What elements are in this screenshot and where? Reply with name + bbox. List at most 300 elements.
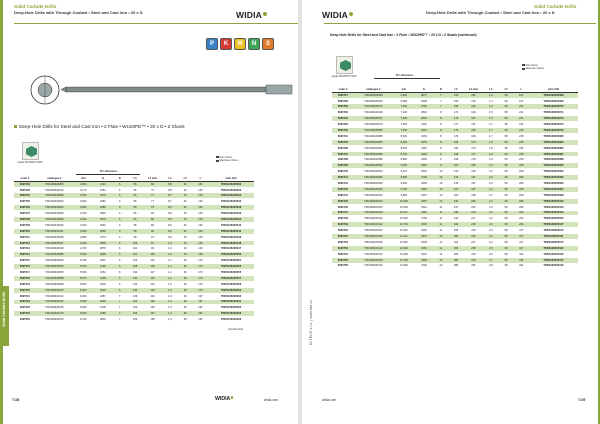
table-cell: 66 <box>178 264 193 270</box>
footer-logo: WIDIA <box>215 396 233 402</box>
table-cell: TDD106Z20076 <box>36 317 73 323</box>
table-cell: 13 <box>433 257 448 263</box>
table-cell: 68 <box>498 122 513 128</box>
table-cell: TDD106Z20040 <box>36 222 73 228</box>
column-header: D <box>433 87 448 92</box>
table-cell: 68 <box>498 245 513 251</box>
table-cell: 1,4 <box>162 311 177 317</box>
table-cell: 2816 <box>94 317 113 323</box>
table-cell: TDD106Z20170 <box>36 311 73 317</box>
table-cell: 128 <box>127 264 142 270</box>
table-cell: TDD106Z20103 <box>354 198 393 204</box>
table-cell: TDDS106Z20098 <box>529 192 578 198</box>
table-cell: 242 <box>448 222 463 228</box>
table-cell: 150 <box>127 299 142 305</box>
table-cell: 4,763 <box>73 246 94 252</box>
table-cell: 68 <box>498 163 513 169</box>
table-cell: 6095714 <box>14 252 36 258</box>
table-cell: 179 <box>448 128 463 134</box>
column-header: L2 <box>498 87 513 92</box>
table-cell: 60 <box>143 181 163 187</box>
table-cell: TDD106Z20108 <box>354 210 393 216</box>
table-cell: TDD106Z20084 <box>354 145 393 151</box>
table-cell: 58 <box>127 234 142 240</box>
table-cell: 1,4 <box>483 92 498 98</box>
table-cell: 1,0 <box>162 240 177 246</box>
table-cell: 149 <box>193 240 208 246</box>
table-cell: 6,000 <box>73 287 94 293</box>
table-cell: 7 <box>433 98 448 104</box>
page-number: T108 <box>12 398 20 402</box>
alternate-choice-swatch-icon <box>522 68 525 70</box>
table-cell: 1,8 <box>483 151 498 157</box>
header-rule <box>14 23 298 24</box>
table-cell: 77 <box>143 199 163 205</box>
legend-first-choice: first choice <box>522 64 544 67</box>
table-cell: 140 <box>464 98 484 104</box>
table-cell: TDD106Z20089 <box>36 193 73 199</box>
table-cell: 11,500 <box>393 239 415 245</box>
table-cell: 68 <box>498 98 513 104</box>
table-cell: 10,500 <box>393 216 415 222</box>
table-cell: 125 <box>193 211 208 217</box>
table-cell: 3200 <box>94 287 113 293</box>
table-cell: 173 <box>193 275 208 281</box>
table-cell: 68 <box>498 157 513 163</box>
table-cell: TDD106Z20068 <box>354 92 393 98</box>
table-cell: 86 <box>143 222 163 228</box>
table-cell: 2800 <box>94 240 113 246</box>
table-cell: 11 <box>433 210 448 216</box>
table-cell: 12,700 <box>393 257 415 263</box>
table-cell: TDD106Z20075 <box>354 122 393 128</box>
table-cell: 190 <box>464 169 484 175</box>
table-cell: 7 <box>112 311 127 317</box>
table-cell: TDDS106Z20093 <box>529 169 578 175</box>
table-cell: 1,5 <box>483 116 498 122</box>
header-subtitle-right: Deep-Hole Drills with Through Coolant • Steel and Cast Iron • 20 x D <box>426 10 555 15</box>
table-cell: 5,156 <box>73 258 94 264</box>
table-cell: TDD106Z20115 <box>354 234 393 240</box>
table-cell: 110 <box>127 246 142 252</box>
table-cell: 216 <box>448 175 463 181</box>
table-cell: 217 <box>464 216 484 222</box>
table-cell: 220 <box>448 186 463 192</box>
table-cell: TDDS106Z20062 <box>208 293 254 299</box>
table-cell: 6095745 <box>332 198 354 204</box>
table-cell: 97 <box>143 234 163 240</box>
table-cell: 68 <box>498 151 513 157</box>
table-cell: 6095737 <box>332 151 354 157</box>
table-cell: TDDS106Z20047 <box>208 246 254 252</box>
table-cell: 8,700 <box>393 151 415 157</box>
table-cell: TDDS106Z20045 <box>208 228 254 234</box>
table-cell: 218 <box>464 222 484 228</box>
table-cell: 2783 <box>94 311 113 317</box>
table-cell: 2,5 <box>483 245 498 251</box>
table-cell: 1,5 <box>483 110 498 116</box>
table-cell: 6,200 <box>73 293 94 299</box>
table-cell: 119 <box>143 281 163 287</box>
table-row <box>14 317 254 323</box>
table-cell: 6,900 <box>393 98 415 104</box>
section-square-icon <box>14 125 17 128</box>
table-cell: 119 <box>143 275 163 281</box>
table-cell: TDDS106Z20042 <box>208 222 254 228</box>
table-cell: TDD106Z20140 <box>354 110 393 116</box>
alternate-choice-swatch-icon <box>216 160 219 162</box>
first-choice-swatch-icon <box>216 156 219 158</box>
table-cell: TDDS106Z20079 <box>529 128 578 134</box>
table-cell: 3750 <box>415 216 434 222</box>
table-cell: 7,500 <box>393 122 415 128</box>
table-cell: 66 <box>127 217 142 223</box>
table-cell: 3393 <box>415 257 434 263</box>
table-cell: TDDS106Z20055 <box>208 270 254 276</box>
table-cell: 3491 <box>415 163 434 169</box>
table-cell: 173 <box>193 281 208 287</box>
table-cell: 6095743 <box>332 186 354 192</box>
material-icon-n: N <box>248 38 260 50</box>
table-cell: 7,000 <box>393 104 415 110</box>
table-cell: 3700 <box>415 175 434 181</box>
table-cell: TDD106Z20102 <box>36 293 73 299</box>
table-cell: 174 <box>464 139 484 145</box>
column-header: mm <box>73 176 94 181</box>
table-cell: 6095706 <box>14 205 36 211</box>
table-cell: 58 <box>127 228 142 234</box>
table-cell: 68 <box>498 186 513 192</box>
table-cell: 62 <box>178 222 193 228</box>
table-cell: 10,317 <box>393 210 415 216</box>
table-cell: TDDS106Z20032 <box>208 187 254 193</box>
table-cell: 6095708 <box>14 217 36 223</box>
table-cell: 6095702 <box>14 181 36 187</box>
header-title: Solid Carbide Drills <box>14 4 57 9</box>
table-cell: TDDS106Z20068 <box>529 92 578 98</box>
table-cell: TDDS106Z20075 <box>529 122 578 128</box>
table-cell: 137 <box>143 311 163 317</box>
table-cell: 6095705 <box>14 199 36 205</box>
drill-table-right <box>332 87 578 269</box>
table-cell: 4,200 <box>73 222 94 228</box>
table-cell: 6095734 <box>332 133 354 139</box>
table-cell: 66 <box>178 258 193 264</box>
table-cell: TDD106Z20099 <box>36 217 73 223</box>
table-cell: 1,0 <box>162 246 177 252</box>
table-cell: TDD106Z20016 <box>36 187 73 193</box>
table-cell: 1,0 <box>162 252 177 258</box>
table-cell: 3718 <box>415 263 434 269</box>
table-cell: 3,970 <box>73 211 94 217</box>
table-cell: 317 <box>514 228 529 234</box>
table-cell: 3204 <box>415 181 434 187</box>
table-cell: TDD106Z20155 <box>36 305 73 311</box>
table-cell: 197 <box>514 98 529 104</box>
table-cell: 6095754 <box>332 251 354 257</box>
table-cell: 156 <box>448 98 463 104</box>
table-cell: TDDS106Z20095 <box>529 181 578 187</box>
table-cell: TDD106Z20084 <box>36 205 73 211</box>
right-page <box>302 0 600 424</box>
table-cell: TDDS106Z20095 <box>529 175 578 181</box>
table-cell: 2879 <box>94 246 113 252</box>
table-cell: 6 <box>112 205 127 211</box>
table-cell: 3307 <box>415 192 434 198</box>
material-icon-k: K <box>220 38 232 50</box>
table-cell: 6095741 <box>332 175 354 181</box>
table-cell: 2,6 <box>483 251 498 257</box>
table-cell: 12,200 <box>393 251 415 257</box>
table-cell: 179 <box>448 133 463 139</box>
table-cell: 68 <box>498 228 513 234</box>
table-cell: 80 <box>143 217 163 223</box>
drill-illustration <box>30 70 295 110</box>
table-cell: 206 <box>464 198 484 204</box>
table-cell: 109 <box>127 240 142 246</box>
table-cell: 2489 <box>94 205 113 211</box>
table-cell: 180 <box>464 163 484 169</box>
table-cell: 68 <box>498 169 513 175</box>
table-cell: 293 <box>514 204 529 210</box>
table-cell: 74 <box>143 187 163 193</box>
table-cell: 197 <box>193 317 208 323</box>
table-cell: 237 <box>448 204 463 210</box>
table-cell: 236 <box>464 234 484 240</box>
table-cell: 8 <box>433 116 448 122</box>
table-cell: 6095749 <box>332 222 354 228</box>
table-cell: 6095732 <box>332 122 354 128</box>
table-cell: 116 <box>143 258 163 264</box>
table-cell: 245 <box>514 151 529 157</box>
table-cell: 66 <box>143 211 163 217</box>
table-cell: 7,140 <box>393 110 415 116</box>
table-cell: 173 <box>193 287 208 293</box>
table-cell: 130 <box>127 270 142 276</box>
table-cell: 1,1 <box>162 275 177 281</box>
table-cell: 317 <box>514 245 529 251</box>
table-cell: 177 <box>448 122 463 128</box>
table-cell: 140 <box>464 104 484 110</box>
table-cell: 341 <box>514 257 529 263</box>
legend-alternate-choice: alternate choice <box>522 67 544 70</box>
table-cell: TDDS106Z20040 <box>208 211 254 217</box>
column-header: L4 max <box>464 87 484 92</box>
table-cell: 3168 <box>94 275 113 281</box>
table-cell: 125 <box>193 193 208 199</box>
table-cell: TDD106Z20150 <box>36 299 73 305</box>
table-cell: TDDS106Z20073 <box>529 116 578 122</box>
table-cell: 7,300 <box>393 116 415 122</box>
table-cell: 197 <box>193 305 208 311</box>
table-cell: 2,2 <box>483 210 498 216</box>
table-cell: 269 <box>514 163 529 169</box>
table-cell: 118 <box>143 264 163 270</box>
table-cell: 6095712 <box>14 240 36 246</box>
table-cell: 6 <box>112 193 127 199</box>
table-cell: 66 <box>178 299 193 305</box>
column-header: L5 <box>127 176 142 181</box>
table-cell: TDDS106Z20048 <box>208 234 254 240</box>
table-cell: TDD106Z20088 <box>354 133 393 139</box>
table-cell: TDDS106Z20051 <box>208 258 254 264</box>
table-cell: 11,113 <box>393 234 415 240</box>
table-cell: TDD106Z20105 <box>354 204 393 210</box>
table-cell: 3462 <box>415 151 434 157</box>
column-header: mm <box>393 87 415 92</box>
table-cell: 66 <box>178 275 193 281</box>
table-cell: 160 <box>464 133 484 139</box>
grade-caption: grade WU20PD TiAlN <box>17 161 43 164</box>
table-cell: 8,9 <box>162 228 177 234</box>
table-cell: 68 <box>498 204 513 210</box>
table-cell: 4,000 <box>73 217 94 223</box>
table-cell: 4,500 <box>73 228 94 234</box>
table-cell: 238 <box>448 210 463 216</box>
table-cell: 6095736 <box>332 145 354 151</box>
table-cell: 68 <box>178 287 193 293</box>
table-cell: TDDS106Z20040 <box>208 217 254 223</box>
table-cell: 232 <box>448 198 463 204</box>
table-cell: 6095716 <box>14 264 36 270</box>
table-cell: 6095722 <box>14 299 36 305</box>
table-cell: 1,5 <box>483 104 498 110</box>
table-cell: 6095707 <box>14 211 36 217</box>
table-cell: 62 <box>178 217 193 223</box>
header-rule-right <box>324 23 596 24</box>
column-header: order # <box>14 176 36 181</box>
table-cell: 7 <box>112 305 127 311</box>
table-cell: 12 <box>433 245 448 251</box>
table-cell: 68 <box>498 139 513 145</box>
table-cell: 8,9 <box>162 217 177 223</box>
column-header: order # <box>332 87 354 92</box>
table-cell: 8,9 <box>162 234 177 240</box>
table-cell: 2487 <box>94 293 113 299</box>
table-cell: 6095704 <box>14 193 36 199</box>
table-cell: 237 <box>464 239 484 245</box>
table-cell: 3353 <box>415 145 434 151</box>
table-cell: 8 <box>433 139 448 145</box>
table-cell: 5,800 <box>73 281 94 287</box>
table-cell: TDDS106Z20097 <box>529 186 578 192</box>
table-cell: 1,4 <box>162 317 177 323</box>
table-cell: TDD106Z20050 <box>36 211 73 217</box>
spine-vendor-text: KI-TECH s.r.o. | www.kite.cz <box>309 300 313 345</box>
table-cell: 2451 <box>94 199 113 205</box>
table-cell: 3,800 <box>73 205 94 211</box>
table-cell: 6095715 <box>14 258 36 264</box>
table-cell: 2379 <box>94 193 113 199</box>
table-cell: 68 <box>498 116 513 122</box>
table-cell: 9,700 <box>393 186 415 192</box>
table-cell: TDDS106Z20030 <box>208 181 254 187</box>
table-cell: 149 <box>193 252 208 258</box>
table-cell: 6 <box>112 264 127 270</box>
column-header: L5 <box>448 87 463 92</box>
table-cell: 3254 <box>415 245 434 251</box>
table-cell: 66 <box>178 311 193 317</box>
header-subtitle: Deep-Hole Drills with Through Coolant • Steel and Cast Iron • 20 x D <box>14 10 143 15</box>
table-cell: 3,170 <box>73 187 94 193</box>
table-cell: 196 <box>448 139 463 145</box>
table-cell: 8,500 <box>393 145 415 151</box>
table-cell: 2810 <box>415 110 434 116</box>
table-cell: 64 <box>178 246 193 252</box>
table-cell: 238 <box>464 245 484 251</box>
table-cell: 1,8 <box>483 145 498 151</box>
table-cell: 9,525 <box>393 181 415 187</box>
table-cell: 4,820 <box>73 240 94 246</box>
table-cell: TDD106Z20088 <box>36 252 73 258</box>
table-cell: 9,347 <box>393 169 415 175</box>
table-cell: 1,7 <box>483 128 498 134</box>
table-cell: 2,1 <box>483 186 498 192</box>
table-cell: 3351 <box>415 139 434 145</box>
table-cell: 197 <box>464 186 484 192</box>
table-cell: 3435 <box>415 157 434 163</box>
table-cell: 8 <box>433 128 448 134</box>
table-cell: 160 <box>464 128 484 134</box>
table-cell: 66 <box>127 205 142 211</box>
table-cell: 13 <box>433 263 448 269</box>
table-cell: 198 <box>448 151 463 157</box>
table-cell: 173 <box>193 270 208 276</box>
table-cell: 6095724 <box>14 311 36 317</box>
table-cell: 68 <box>498 181 513 187</box>
table-cell: 2,3 <box>483 222 498 228</box>
table-cell: 62 <box>178 228 193 234</box>
table-cell: 9,800 <box>393 192 415 198</box>
legend <box>216 156 238 163</box>
table-cell: TDDS106Z20070 <box>529 104 578 110</box>
table-cell: 221 <box>514 116 529 122</box>
table-cell: 2,1 <box>483 198 498 204</box>
table-cell: 178 <box>464 157 484 163</box>
table-cell: 135 <box>143 299 163 305</box>
table-cell: TDDS106Z20080 <box>529 133 578 139</box>
table-cell: 68 <box>498 234 513 240</box>
table-cell: 68 <box>498 263 513 269</box>
table-cell: 9 <box>433 157 448 163</box>
table-cell: 197 <box>193 293 208 299</box>
table-cell: 8,9 <box>162 222 177 228</box>
table-cell: 150 <box>464 92 484 98</box>
table-cell: 2,4 <box>483 239 498 245</box>
table-cell: 6095748 <box>332 216 354 222</box>
table-cell: 6095719 <box>14 281 36 287</box>
table-cell: 6 <box>112 287 127 293</box>
table-cell: 6 <box>112 181 127 187</box>
table-cell: TDD106Z20095 <box>354 175 393 181</box>
table-cell: 68 <box>498 251 513 257</box>
table-cell: 177 <box>464 151 484 157</box>
table-cell: TDD106Z20094 <box>354 169 393 175</box>
table-cell: 197 <box>464 175 484 181</box>
table-cell: 6095740 <box>332 169 354 175</box>
table-cell: 2877 <box>415 92 434 98</box>
table-cell: 68 <box>498 92 513 98</box>
table-cell: 68 <box>498 239 513 245</box>
legend-alternate-choice: alternate choice <box>216 159 238 162</box>
table-cell: TDD106Z20088 <box>354 157 393 163</box>
table-cell: 262 <box>448 239 463 245</box>
table-cell: 174 <box>448 116 463 122</box>
table-cell: 101 <box>193 181 208 187</box>
table-cell: 120 <box>143 287 163 293</box>
table-cell: 11 <box>433 222 448 228</box>
table-cell: 8,9 <box>162 205 177 211</box>
